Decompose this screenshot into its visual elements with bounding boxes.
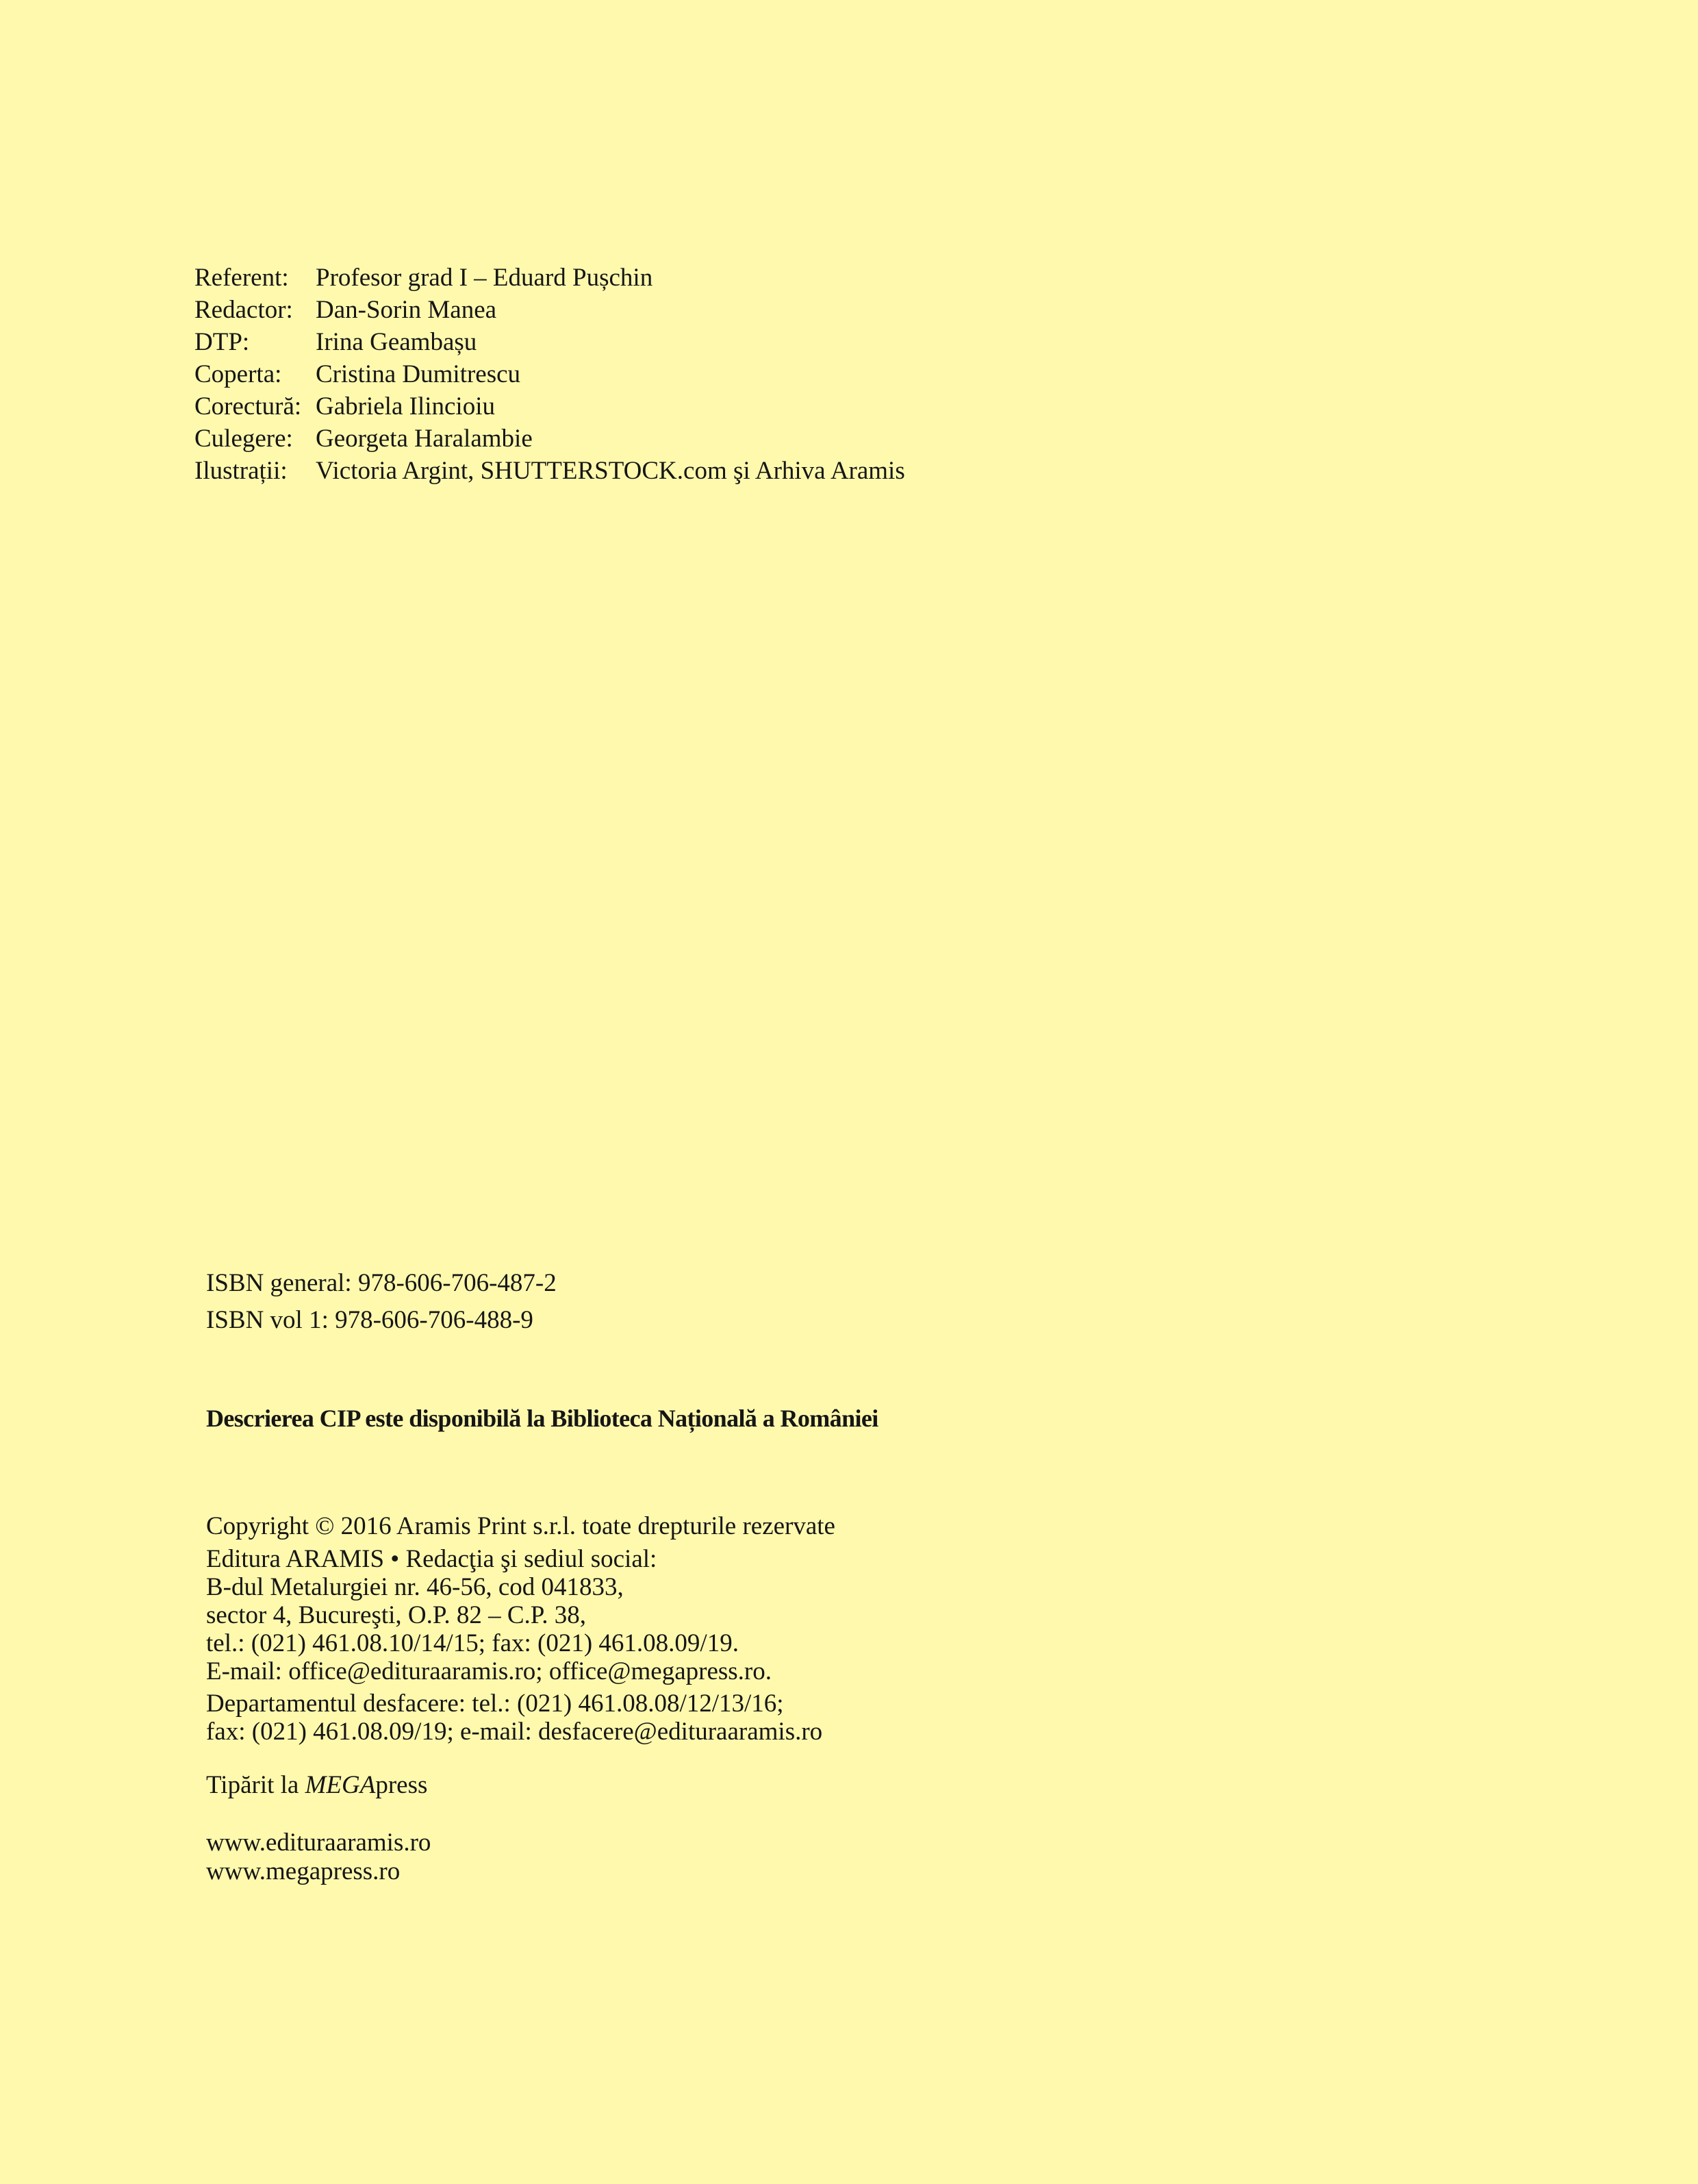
credit-name: Irina Geambașu <box>316 328 477 356</box>
credit-row <box>194 294 905 326</box>
credit-row <box>194 326 905 358</box>
website-link: www.edituraaramis.ro <box>206 1829 431 1857</box>
credit-role: Ilustrații: <box>194 457 288 485</box>
credit-role: Coperta: <box>194 360 282 388</box>
websites-block <box>206 1829 431 1886</box>
credit-row <box>194 423 905 455</box>
credit-role: Referent: <box>194 264 289 292</box>
website-link: www.megapress.ro <box>206 1857 401 1885</box>
sales-department-contact: fax: (021) 461.08.09/19; e-mail: desfacere@edituraaramis.ro <box>206 1718 823 1746</box>
credit-row <box>194 455 905 487</box>
printer-brand-rest: press <box>375 1771 428 1799</box>
publisher-email: E-mail: office@edituraaramis.ro; office@megapress.ro. <box>206 1657 772 1685</box>
printed-by <box>206 1771 427 1799</box>
credit-name: Dan-Sorin Manea <box>316 296 497 324</box>
credit-name: Georgeta Haralambie <box>316 425 533 453</box>
publisher-address: sector 4, Bucureşti, O.P. 82 – C.P. 38, <box>206 1601 586 1629</box>
credit-role: Redactor: <box>194 296 293 324</box>
cip-note: Descrierea CIP este disponibilă la Biblioteca Națională a României <box>206 1405 878 1432</box>
printed-prefix: Tipărit la <box>206 1771 305 1799</box>
credit-row <box>194 390 905 423</box>
credit-row <box>194 358 905 390</box>
credit-role: Corectură: <box>194 392 302 421</box>
isbn-volume: ISBN vol 1: 978-606-706-488-9 <box>206 1306 533 1334</box>
isbn-general: ISBN general: 978-606-706-487-2 <box>206 1269 557 1297</box>
publisher-info <box>206 1512 835 1746</box>
credit-name: Cristina Dumitrescu <box>316 360 521 388</box>
copyright-line: Copyright © 2016 Aramis Print s.r.l. toate drepturile rezervate <box>206 1512 835 1540</box>
credit-role: Culegere: <box>194 425 293 453</box>
printer-brand-italic: MEGA <box>305 1771 376 1799</box>
credit-role: DTP: <box>194 328 250 356</box>
publisher-address: B-dul Metalurgiei nr. 46-56, cod 041833, <box>206 1573 624 1601</box>
sales-department-phone: Departamentul desfacere: tel.: (021) 461.08.08/12/13/16; <box>206 1690 784 1718</box>
credit-name: Profesor grad I – Eduard Pușchin <box>316 264 653 292</box>
credit-name: Victoria Argint, SHUTTERSTOCK.com şi Arhiva Aramis <box>316 457 905 485</box>
publisher-line: Editura ARAMIS • Redacţia şi sediul social: <box>206 1545 657 1573</box>
credit-row <box>194 262 905 294</box>
isbn-block <box>206 1265 557 1339</box>
publisher-phone: tel.: (021) 461.08.10/14/15; fax: (021) 461.08.09/19. <box>206 1629 739 1657</box>
credits-block <box>194 262 905 487</box>
credit-name: Gabriela Ilincioiu <box>316 392 495 421</box>
